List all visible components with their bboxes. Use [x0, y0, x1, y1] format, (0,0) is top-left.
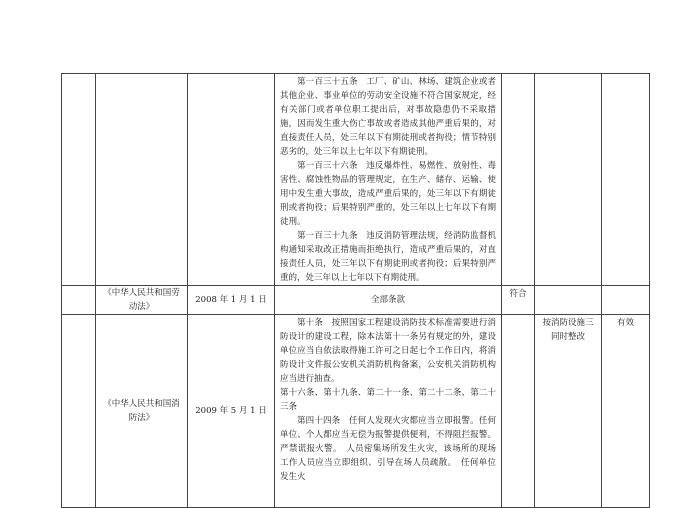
clause-paragraph: 第一百三十五条 工厂、矿山、林场、建筑企业或者其他企业、事业单位的劳动安全设施不符合国家规定，经有关部门或者单位职工提出后，对事故隐患仍不采取措施，因而发生重大伤亡事故或者造成其他严重后果的，对直接责任人员，处三年以下有期徒刑或者拘役；情节特别恶劣的，处三年以上七年以下有期徒刑。	[280, 77, 496, 157]
clause-content-cell	[275, 74, 502, 286]
clause-paragraph: 第四十四条 任何人发现火灾都应当立即报警。任何单位、个人都应当无偿为报警提供便利，不得阻拦报警。严禁谎报火警。 人员密集场所发生火灾，该场所的现场工作人员应当立即组织、引导在场人员疏散。 任何单位发生火	[280, 416, 496, 482]
effective-date-cell: 2008 年 1 月 1 日	[188, 286, 275, 315]
law-name-cell: 《中华人民共和国消防法》	[96, 315, 188, 508]
rectification-cell	[535, 286, 602, 315]
regulation-compliance-table	[61, 73, 650, 508]
validity-cell	[602, 286, 650, 315]
index-cell	[62, 315, 96, 508]
validity-cell	[602, 74, 650, 286]
table-row	[62, 286, 650, 315]
clause-paragraph: 第十条 按照国家工程建设消防技术标准需要进行消防设计的建设工程，除本法第十一条另有规定的外，建设单位应当自依法取得施工许可之日起七个工作日内，将消防设计文件报公安机关消防机构备案，公安机关消防机构应当进行抽查。	[280, 318, 496, 384]
clause-content-cell	[275, 315, 502, 508]
rectification-cell	[535, 74, 602, 286]
clause-paragraph: 第一百三十九条 违反消防管理法规，经消防监督机构通知采取改正措施而拒绝执行，造成严重后果的，对直接责任人员，处三年以下有期徒刑或者拘役；后果特别严重的，处三年以上七年以下有期徒刑。	[280, 231, 496, 283]
law-name-cell	[96, 74, 188, 286]
clause-content-cell: 全部条款	[275, 286, 502, 315]
effective-date-cell: 2009 年 5 月 1 日	[188, 315, 275, 508]
validity-cell: 有效	[602, 315, 650, 508]
rectification-cell: 按消防设施三同时整改	[535, 315, 602, 508]
clause-paragraph: 第一百三十六条 违反爆炸性、易燃性、放射性、毒害性、腐蚀性物品的管理规定，在生产、储存、运输、使用中发生重大事故，造成严重后果的，处三年以下有期徒刑或者拘役；后果特别严重的，处三年以上七年以下有期徒刑。	[280, 161, 496, 227]
law-name-cell: 《中华人民共和国劳动法》	[96, 286, 188, 315]
index-cell	[62, 74, 96, 286]
compliance-status-cell	[502, 74, 535, 286]
compliance-status-cell: 符合	[502, 286, 535, 315]
table-row	[62, 315, 650, 508]
clause-paragraph: 第十六条、第十九条、第二十一条、第二十二条、第二十三条	[280, 388, 496, 412]
index-cell	[62, 286, 96, 315]
compliance-status-cell	[502, 315, 535, 508]
table-row	[62, 74, 650, 286]
effective-date-cell	[188, 74, 275, 286]
